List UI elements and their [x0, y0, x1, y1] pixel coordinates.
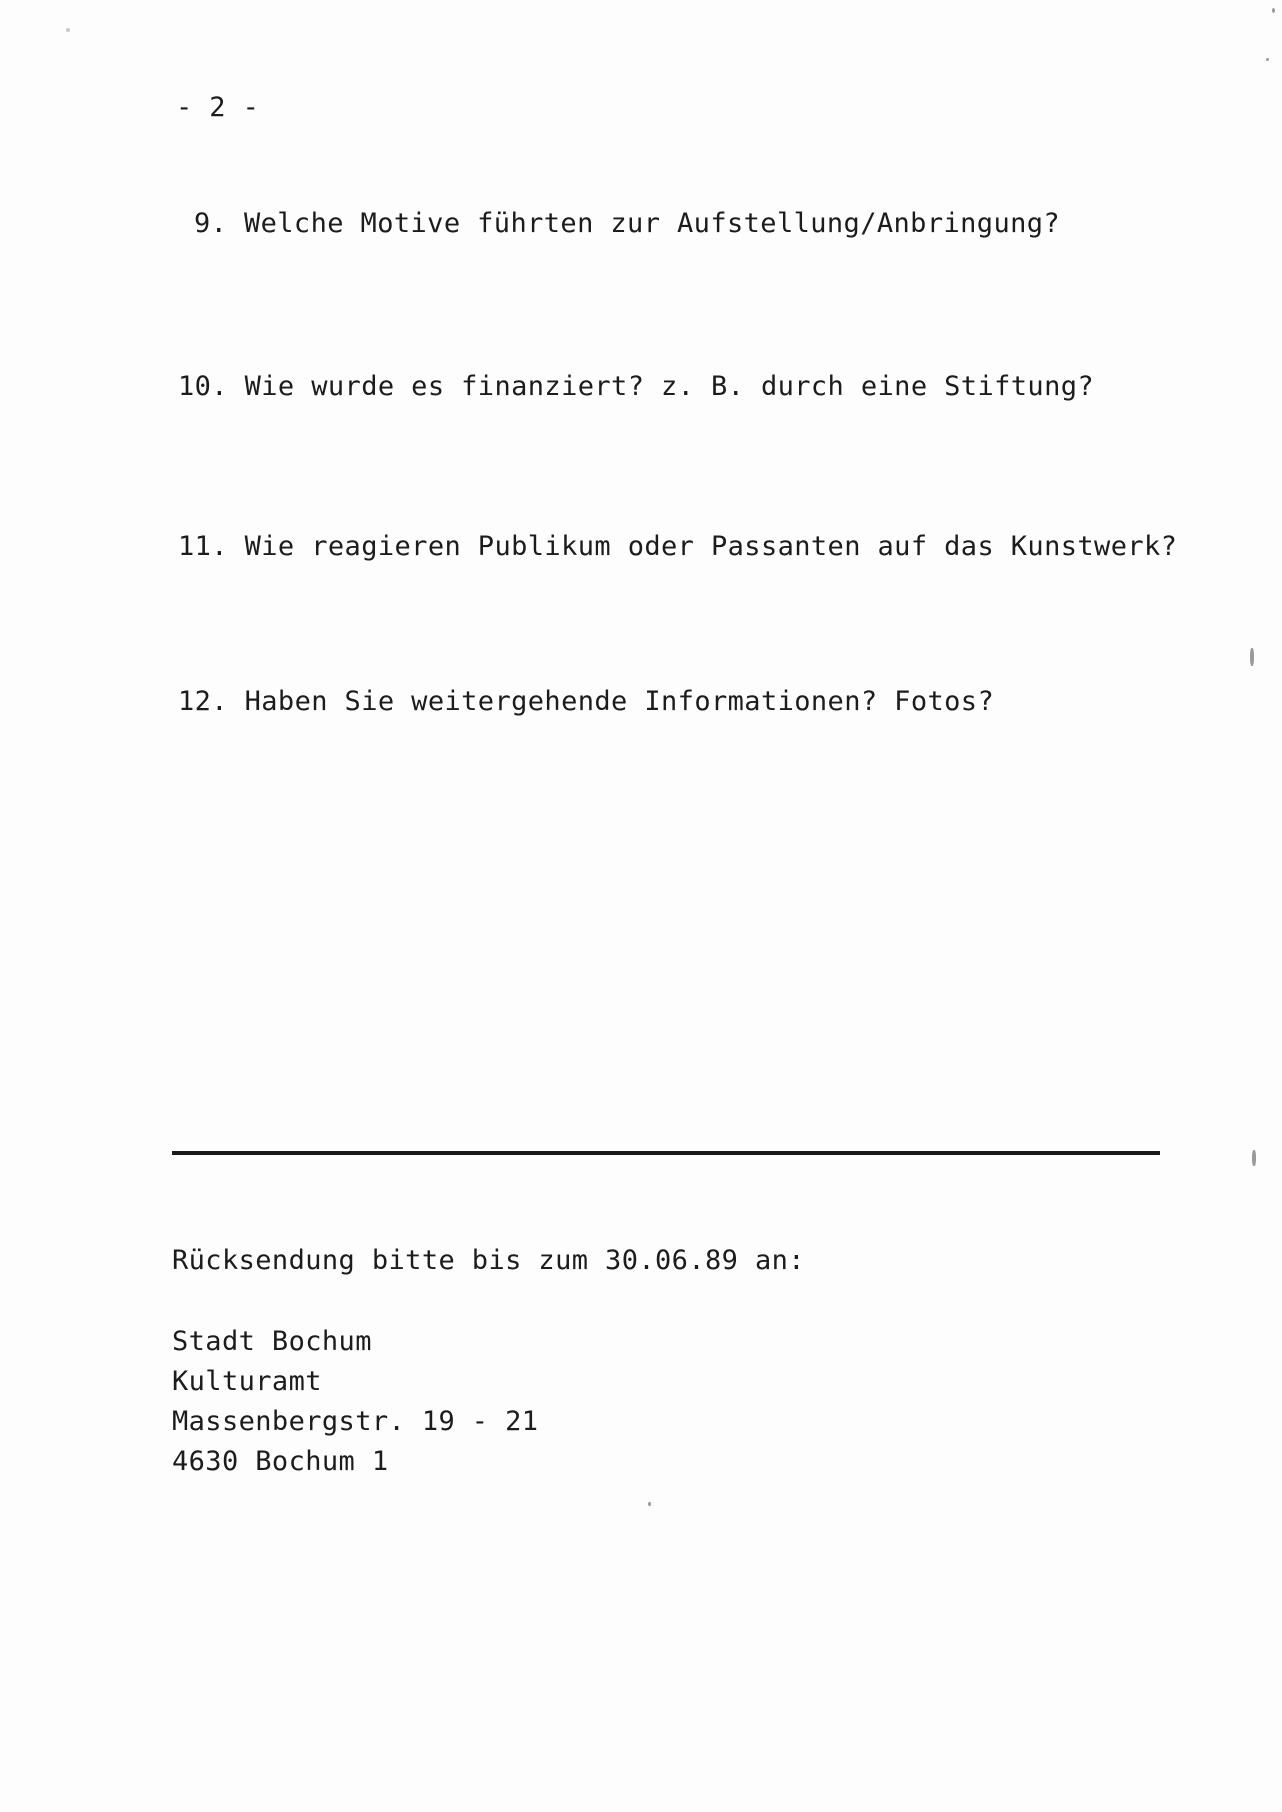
question-9: 9. Welche Motive führten zur Aufstellung/Anbringung? — [194, 208, 1061, 239]
scan-speck — [1252, 1150, 1256, 1166]
return-note: Rücksendung bitte bis zum 30.06.89 an: — [172, 1245, 805, 1276]
scan-speck — [1266, 58, 1269, 61]
address-line-street: Massenbergstr. 19 - 21 — [172, 1406, 539, 1437]
separator-rule — [172, 1151, 1160, 1155]
address-line-department: Kulturamt — [172, 1366, 322, 1397]
scan-speck — [648, 1502, 651, 1506]
address-line-city: Stadt Bochum — [172, 1326, 372, 1357]
question-11: 11. Wie reagieren Publikum oder Passanten auf das Kunstwerk? — [178, 531, 1178, 562]
scan-speck — [66, 28, 70, 32]
question-10: 10. Wie wurde es finanziert? z. B. durch eine Stiftung? — [178, 371, 1095, 402]
page-number: - 2 - — [176, 92, 260, 123]
address-line-postcode: 4630 Bochum 1 — [172, 1446, 389, 1477]
question-12: 12. Haben Sie weitergehende Informationen? Fotos? — [178, 686, 995, 717]
scan-speck — [1250, 648, 1254, 666]
scan-speck — [1272, 8, 1275, 13]
